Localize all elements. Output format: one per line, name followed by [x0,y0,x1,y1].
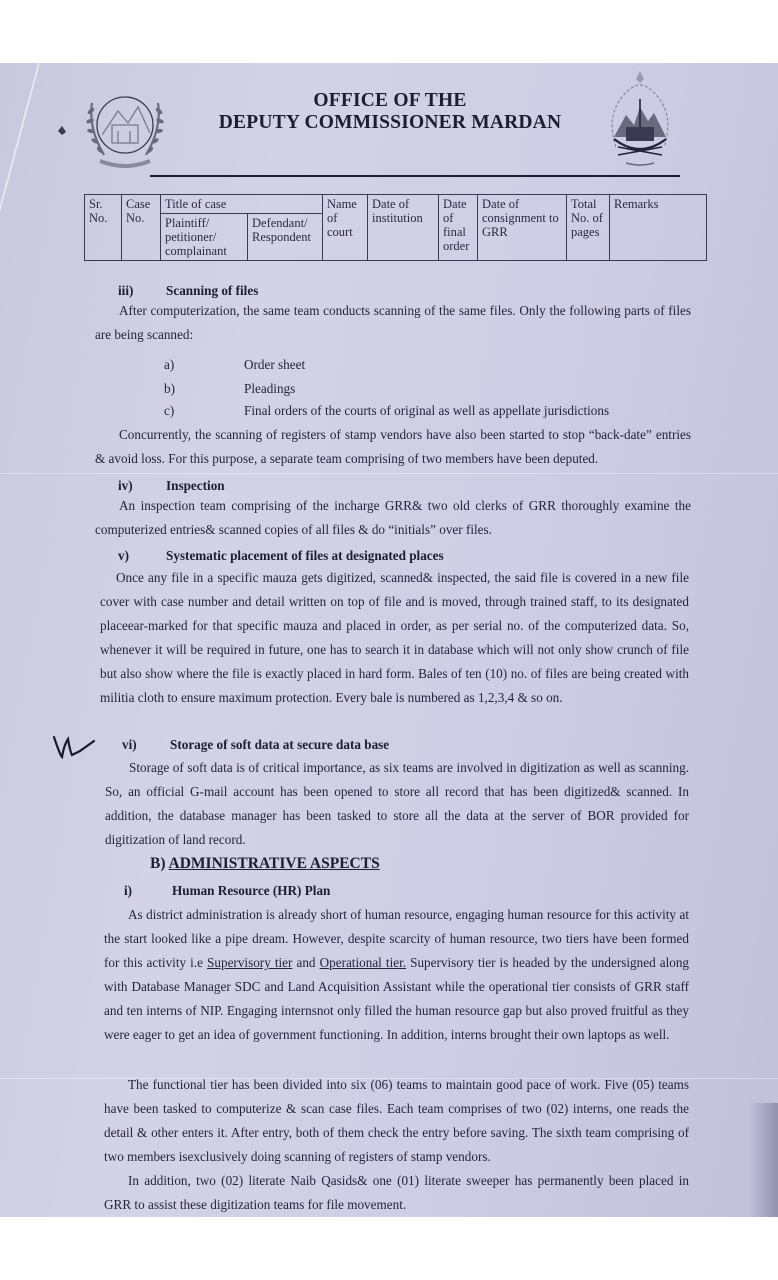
hr-plan-paragraph-2: The functional tier has been divided into six (06) teams to maintain good pace of work. Five (05) teams have been tasked to computerize & scan case files. Each team comprises of two (02) interns, one reads the detail & other enters it. After entry, both of them check the entry before saving. The sixth team comprising of two members isexclusively doing scanning of registers of stamp vendors. [104,1077,689,1164]
col-date-of-consignment: Date of consignment to GRR [478,195,567,261]
scan-item [164,403,609,419]
handwritten-initials [50,731,98,761]
scan-item-label: b) [164,381,175,396]
page-shadow [748,1103,778,1217]
paper-fold [0,63,40,286]
section-iv-title: Inspection [166,478,225,493]
hr-plan-number: i) [124,883,133,898]
hr-text: and [292,955,320,970]
hr-plan-paragraph-1 [104,903,689,1047]
col-sr-no: Sr. No. [85,195,122,261]
section-iv-text: An inspection team comprising of the incharge GRR& two old clerks of GRR thoroughly examine the computerized entries& scanned copies of all files & do “initials” over files. [95,498,691,537]
section-v-number: v) [118,548,129,563]
section-vi-title: Storage of soft data at secure data base [170,737,390,752]
scan-item-label: a) [164,357,175,372]
part-b-label: B) [150,855,166,872]
provincial-emblem-logo [600,67,680,173]
section-iv-heading [118,478,225,494]
col-plaintiff: Plaintiff/ petitioner/ complainant [161,214,248,261]
scan-item-text: Pleadings [244,381,296,396]
office-heading-line2: DEPUTY COMMISSIONER MARDAN [218,112,562,133]
hr-plan-title: Human Resource (HR) Plan [172,883,331,898]
hr-text: As district administration is already short of human resource, engaging human resource for this activity at the start looked like a pipe dream. However, despite scarcity of human resource, two tiers have been formed for this activity i.e [104,907,689,970]
col-name-of-court: Name of court [323,195,368,261]
scan-item-label: c) [164,403,175,418]
supervisory-tier-term: Supervisory tier [207,955,293,970]
col-total-pages: Total No. of pages [567,195,610,261]
section-iii-number: iii) [118,283,134,298]
section-v-title: Systematic placement of files at designated places [166,548,444,563]
section-vi-heading [122,737,389,753]
hr-text: Supervisory tier is headed by the undersigned along with Database Manager SDC and Land Acquisition Assistant while the operational tier consists of GRR staff and ten interns of NIP. Engaging internsnot only filled the human resource gap but also proved fruitful as they were eager to get an idea of government functioning. In addition, interns brought their own laptops as well. [104,955,690,1042]
office-heading [180,90,600,134]
section-iv-number: iv) [118,478,133,493]
col-date-of-final-order: Date of final order [439,195,478,261]
col-case-no: Case No. [122,195,161,261]
col-remarks: Remarks [610,195,707,261]
section-v-heading [118,548,444,564]
col-date-of-institution: Date of institution [368,195,439,261]
scan-item-text: Order sheet [244,357,306,372]
section-iii-title: Scanning of files [166,283,259,298]
section-iii-intro: After computerization, the same team conducts scanning of the same files. Only the following parts of files are being scanned: [95,303,691,342]
scan-item-text: Final orders of the courts of original as well as appellate jurisdictions [244,403,610,418]
paper-crease [0,473,778,474]
section-vi-text: Storage of soft data is of critical importance, as six teams are involved in digitization as well as scanning. So, an official G-mail account has been opened to store all record that has been digitized& scanned. In addition, the database manager has been tasked to store all the data at the server of BOR provided for digitization of land record. [105,760,689,847]
part-b-heading [150,855,380,873]
header-rule [150,175,680,177]
document-page [0,63,778,1217]
hr-plan-paragraph-3: In addition, two (02) literate Naib Qasids& one (01) literate sweeper has permanently been placed in GRR to assist these digitization teams for file movement. [104,1173,689,1212]
section-vi-number: vi) [122,737,137,752]
operational-tier-term: Operational tier. [319,955,407,970]
scan-item [164,381,295,397]
district-emblem-logo [80,83,170,173]
case-register-table [84,194,707,261]
staple-mark-icon [55,123,69,137]
hr-plan-heading [124,883,330,899]
scan-item [164,357,305,373]
col-defendant: Defendant/ Respondent [248,214,323,261]
office-heading-line1: OFFICE OF THE [313,90,467,111]
section-iii-heading [118,283,258,299]
section-v-text: Once any file in a specific mauza gets digitized, scanned& inspected, the said file is covered in a new file cover with case number and detail written on top of file and is moved, through trained staff, to its designated placeear-marked for that specific mauza and placed in order, as per serial no. of the computerized data. So, whenever it will be required in future, one has to search it in database which will not only show crunch of file but also show where the file is exactly placed in hard form. Bales of ten (10) no. of files are being created with militia cloth to ensure maximum protection. Every bale is numbered as 1,2,3,4 & so on. [100,570,689,705]
part-b-title: ADMINISTRATIVE ASPECTS [168,855,380,872]
col-title-of-case: Title of case [161,195,323,214]
section-iii-outro: Concurrently, the scanning of registers of stamp vendors have also been started to stop “back-date” entries & avoid loss. For this purpose, a separate team comprising of two members have been deputed. [95,427,691,466]
